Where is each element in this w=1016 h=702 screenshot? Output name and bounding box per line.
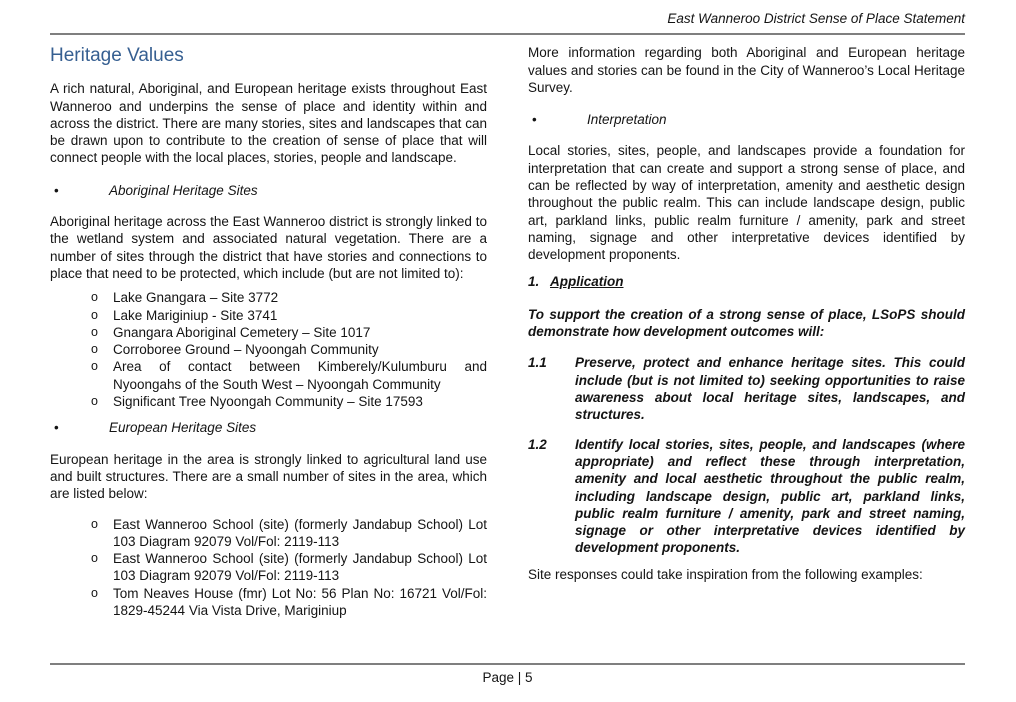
list-item	[50, 324, 487, 341]
circle-bullet-icon: o	[91, 324, 98, 339]
list-item-text: Gnangara Aboriginal Cemetery – Site 1017	[113, 324, 371, 340]
bullet-icon: •	[54, 182, 59, 198]
right-column	[528, 44, 965, 619]
list-item-text: Significant Tree Nyoongah Community – Site 17593	[113, 394, 423, 410]
clause-text: Identify local stories, sites, people, and landscapes (where appropriate) and reflect these through interpretation, amenity and local aesthetic throughout the public realm, including landscape design, public art, parkland links, public realm furniture / amenity, park and street naming, signage or other interpretative devices identified by development proponents.	[575, 436, 965, 556]
list-item-text: East Wanneroo School (site) (formerly Jandabup School) Lot 103 Diagram 92079 Vol/Fol: 2119-113	[113, 516, 487, 549]
list-item	[50, 358, 487, 393]
circle-bullet-icon: o	[91, 290, 98, 305]
list-item	[50, 307, 487, 324]
european-paragraph: European heritage in the area is strongly linked to agricultural land use and built structures. There are a small number of sites in the area, which are listed below:	[50, 451, 487, 502]
clause-1-1	[528, 354, 965, 423]
interpretation-label: Interpretation	[587, 112, 667, 128]
application-heading	[528, 273, 965, 290]
section-heading: Heritage Values	[50, 45, 184, 67]
site-responses-paragraph: Site responses could take inspiration from the following examples:	[528, 566, 923, 582]
aboriginal-sites-list	[50, 289, 487, 410]
two-column-layout	[50, 44, 965, 619]
interpretation-paragraph: Local stories, sites, people, and landscapes provide a foundation for interpretation that can create and support a strong sense of place, and can be reflected by way of interpretation, amenity and aesthetic design throughout the public realm. This can include landscape design, public art, parkland links, public realm furniture / amenity, park and street naming, signage and other interpretative devices identified by development proponents.	[528, 143, 965, 263]
circle-bullet-icon: o	[91, 307, 98, 322]
clause-number: 1.2	[528, 436, 547, 452]
circle-bullet-icon: o	[91, 585, 98, 600]
list-item-text: Corroboree Ground – Nyoongah Community	[113, 342, 379, 358]
page-header	[50, 10, 965, 35]
list-item-text: Tom Neaves House (fmr) Lot No: 56 Plan No: 16721 Vol/Fol: 1829-45244 Via Vista Drive, Mariginiup	[113, 585, 487, 619]
list-item	[50, 341, 487, 358]
circle-bullet-icon: o	[91, 516, 98, 531]
application-intro-paragraph: To support the creation of a strong sense of place, LSoPS should demonstrate how development outcomes will:	[528, 306, 965, 340]
page-number: Page | 5	[482, 670, 533, 685]
bullet-icon: •	[54, 420, 59, 436]
application-label: Application	[550, 273, 624, 289]
european-heritage-bullet	[50, 419, 487, 436]
list-item	[50, 289, 487, 306]
european-heritage-label: European Heritage Sites	[109, 420, 257, 436]
clause-text: Preserve, protect and enhance heritage sites. This could include (but is not limited to) seeking opportunities to raise awareness about local heritage sites, landscapes, and structures.	[575, 355, 965, 423]
list-item	[50, 393, 487, 410]
circle-bullet-icon: o	[91, 359, 98, 374]
circle-bullet-icon: o	[91, 342, 98, 357]
aboriginal-heritage-bullet	[50, 182, 487, 199]
clause-number: 1.1	[528, 355, 547, 371]
list-item-text: Lake Mariginiup - Site 3741	[113, 307, 278, 323]
circle-bullet-icon: o	[91, 551, 98, 566]
list-item	[50, 516, 487, 551]
aboriginal-paragraph: Aboriginal heritage across the East Wanneroo district is strongly linked to the wetland system and associated natural vegetation. There are a number of sites through the district that have stories and connections to place that need to be protected, which include (but are not limited to):	[50, 214, 487, 281]
application-number: 1.	[528, 273, 540, 289]
interpretation-bullet	[528, 111, 965, 128]
page-footer	[50, 663, 965, 686]
european-sites-list	[50, 516, 487, 620]
bullet-icon: •	[532, 112, 537, 128]
aboriginal-heritage-label: Aboriginal Heritage Sites	[109, 182, 258, 198]
more-info-paragraph: More information regarding both Aboriginal and European heritage values and stories can be found in the City of Wanneroo’s Local Heritage Survey.	[528, 45, 965, 95]
circle-bullet-icon: o	[91, 394, 98, 409]
list-item-text: Area of contact between Kimberely/Kulumburu and Nyoongahs of the South West – Nyoongah Community	[113, 359, 487, 392]
document-title: East Wanneroo District Sense of Place Statement	[667, 11, 965, 26]
left-column	[50, 44, 487, 619]
list-item-text: Lake Gnangara – Site 3772	[113, 290, 279, 306]
intro-paragraph: A rich natural, Aboriginal, and European heritage exists throughout East Wanneroo and underpins the sense of place and identity within and across the district. There are many stories, sites and landscapes that can be drawn upon to contribute to the creation of sense of place that will connect people with the local places, stories, people and landscape.	[50, 81, 487, 166]
clause-1-2	[528, 436, 965, 557]
list-item	[50, 550, 487, 585]
list-item-text: East Wanneroo School (site) (formerly Jandabup School) Lot 103 Diagram 92079 Vol/Fol: 2119-113	[113, 551, 487, 584]
list-item	[50, 585, 487, 620]
